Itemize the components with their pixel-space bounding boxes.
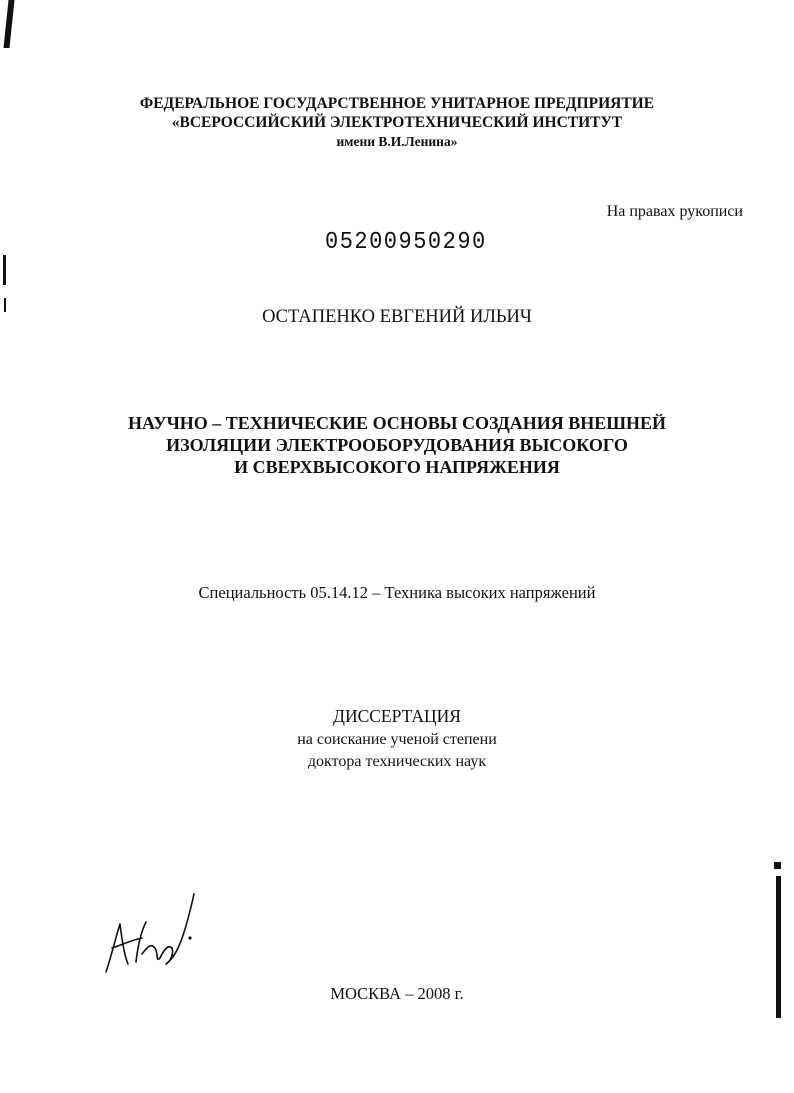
handwritten-signature: [98, 884, 208, 979]
specialty: Специальность 05.14.12 – Техника высоких напряжений: [198, 583, 596, 602]
author-name: ОСТАПЕНКО ЕВГЕНИЙ ИЛЬИЧ: [262, 307, 532, 327]
organization-name-line1: ФЕДЕРАЛЬНОЕ ГОСУДАРСТВЕННОЕ УНИТАРНОЕ ПРЕДПРИЯТИЕ: [139, 95, 655, 112]
scan-artifact-left-top: [3, 0, 14, 48]
dissertation-type: ДИССЕРТАЦИЯ: [333, 706, 461, 726]
dissertation-degree: доктора технических наук: [307, 753, 487, 770]
scan-artifact-right-tick: [774, 862, 781, 869]
organization-name-line3: имени В.И.Ленина»: [336, 134, 458, 149]
title-line2: ИЗОЛЯЦИИ ЭЛЕКТРООБОРУДОВАНИЯ ВЫСОКОГО: [166, 435, 628, 455]
dissertation-title: [0, 412, 794, 478]
scan-artifact-left-mid: [3, 255, 6, 285]
title-line1: НАУЧНО – ТЕХНИЧЕСКИЕ ОСНОВЫ СОЗДАНИЯ ВНЕШНЕЙ: [127, 413, 667, 433]
organization-name-line2: «ВСЕРОССИЙСКИЙ ЭЛЕКТРОТЕХНИЧЕСКИЙ ИНСТИТУТ: [171, 114, 623, 131]
title-line3: И СВЕРХВЫСОКОГО НАПРЯЖЕНИЯ: [234, 457, 560, 477]
city-year: МОСКВА – 2008 г.: [330, 984, 464, 1003]
rights-note: На правах рукописи: [606, 203, 743, 220]
document-number: 05200950290: [325, 228, 487, 256]
dissertation-purpose: на соискание ученой степени: [297, 731, 497, 748]
